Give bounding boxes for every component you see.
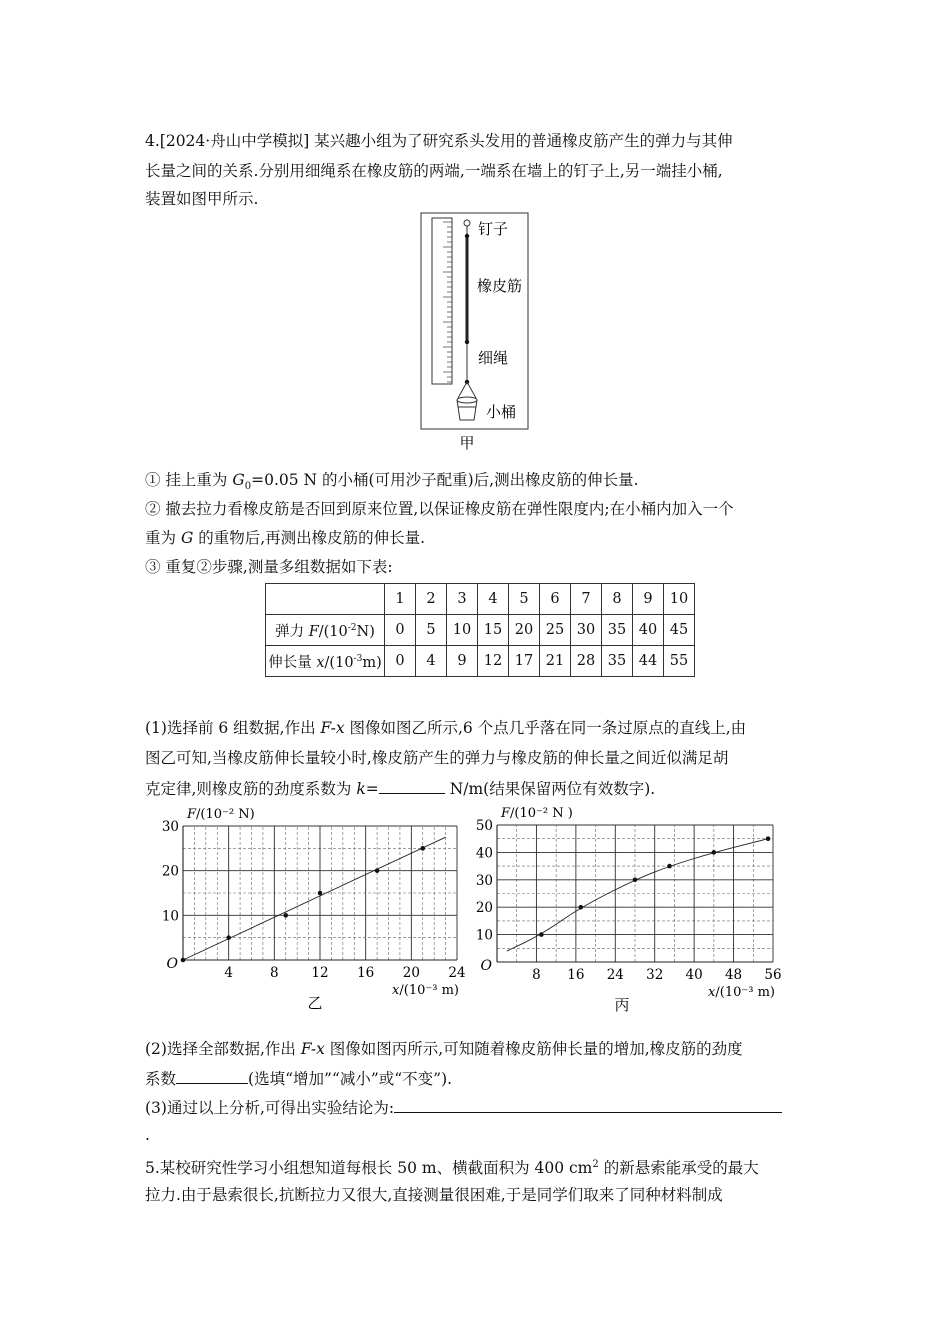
table-cell: 9 bbox=[633, 584, 664, 615]
q2-line-2: 系数 (选填“增加”“减小”或“不变”). bbox=[145, 1067, 452, 1089]
chart-caption: 乙 bbox=[307, 994, 323, 1012]
data-point bbox=[226, 935, 231, 940]
nail bbox=[464, 220, 470, 226]
origin-label: O bbox=[480, 958, 492, 974]
answer-blank-k[interactable] bbox=[379, 777, 445, 794]
q1-line-3: 克定律,则橡皮筋的劲度系数为 k= N/m(结果保留两位有效数字). bbox=[145, 777, 655, 799]
chart-caption: 丙 bbox=[614, 996, 630, 1014]
y-tick-label: 50 bbox=[475, 818, 493, 834]
table-cell: 4 bbox=[416, 646, 447, 677]
data-point bbox=[539, 932, 544, 937]
table-cell: 2 bbox=[416, 584, 447, 615]
x-tick-label: 4 bbox=[224, 965, 233, 981]
figure-jia bbox=[420, 210, 532, 455]
x-tick-label: 8 bbox=[532, 967, 541, 983]
p4-intro-line-2: 长量之间的关系.分别用细绳系在橡皮筋的两端,一端系在墙上的钉子上,另一端挂小桶, bbox=[145, 162, 723, 180]
q2-line-1: (2)选择全部数据,作出 F-x 图像如图丙所示,可知随着橡皮筋伸长量的增加,橡皮筋的劲度 bbox=[145, 1040, 743, 1058]
x-tick-label: 8 bbox=[270, 965, 279, 981]
y-axis-label: F/(10⁻² N) bbox=[187, 807, 255, 822]
x-tick-label: 56 bbox=[764, 967, 782, 983]
table-cell: 12 bbox=[478, 646, 509, 677]
table-cell: 5 bbox=[509, 584, 540, 615]
y-tick-label: 30 bbox=[475, 872, 493, 889]
data-point bbox=[283, 913, 288, 918]
table-cell: 55 bbox=[664, 646, 695, 677]
data-point bbox=[318, 891, 323, 896]
answer-blank-conclusion[interactable] bbox=[394, 1096, 782, 1113]
row-label-extension: 伸长量 $x/(10^{-3}m)$ bbox=[266, 646, 385, 677]
step-2-line-1: ② 撤去拉力看橡皮筋是否回到原来位置,以保证橡皮筋在弹性限度内;在小桶内加入一个 bbox=[145, 500, 734, 518]
chart-bing bbox=[462, 800, 792, 1015]
table-cell: 28 bbox=[571, 646, 602, 677]
table-cell: 9 bbox=[447, 646, 478, 677]
data-point bbox=[375, 868, 380, 873]
x-tick-label: 20 bbox=[402, 965, 420, 981]
data-point bbox=[633, 878, 638, 883]
table-cell: 4 bbox=[478, 584, 509, 615]
q1-line-1: (1)选择前 6 组数据,作出 F-x 图像如图乙所示,6 个点几乎落在同一条过原点的直线上,由 bbox=[145, 719, 747, 737]
x-tick-label: 40 bbox=[685, 967, 703, 983]
y-tick-label: 40 bbox=[475, 845, 493, 862]
table-cell: 0 bbox=[385, 646, 416, 677]
label-bucket: 小桶 bbox=[486, 403, 517, 421]
x-tick-label: 24 bbox=[448, 965, 466, 981]
table-cell: 44 bbox=[633, 646, 664, 677]
data-table bbox=[265, 583, 695, 677]
x-tick-label: 16 bbox=[567, 967, 585, 983]
y-axis-label: F/(10⁻² N ) bbox=[501, 806, 573, 821]
y-tick-label: 30 bbox=[161, 819, 179, 835]
x-axis-label: x/(10⁻³ m) bbox=[392, 983, 459, 998]
data-point bbox=[420, 846, 425, 851]
table-row bbox=[266, 584, 695, 615]
y-tick-label: 20 bbox=[161, 863, 179, 880]
q3-end: . bbox=[145, 1126, 150, 1144]
x-tick-label: 32 bbox=[646, 967, 664, 983]
table-cell: 35 bbox=[602, 615, 633, 646]
table-cell: 10 bbox=[447, 615, 478, 646]
table-cell: 8 bbox=[602, 584, 633, 615]
table-cell: 21 bbox=[540, 646, 571, 677]
table-row bbox=[266, 615, 695, 646]
data-point bbox=[766, 836, 771, 841]
p5-line-1: 5.某校研究性学习小组想知道每根长 50 m、横截面积为 400 $cm^2$ 的新悬索能承受的最大 bbox=[145, 1159, 759, 1178]
x-tick-label: 16 bbox=[357, 965, 375, 981]
table-cell: 0 bbox=[385, 615, 416, 646]
p4-intro-line-1: 4.[2024·舟山中学模拟] 某兴趣小组为了研究系头发用的普通橡皮筋产生的弹力与其伸 bbox=[145, 132, 733, 150]
row-label-force: 弹力 $F/(10^{-2}N)$ bbox=[266, 615, 385, 646]
data-point bbox=[712, 850, 717, 855]
label-rope: 细绳 bbox=[478, 349, 509, 367]
data-point bbox=[667, 864, 672, 869]
label-rubber-band: 橡皮筋 bbox=[477, 277, 523, 295]
caption-jia: 甲 bbox=[459, 434, 475, 452]
x-tick-label: 24 bbox=[606, 967, 624, 983]
data-point bbox=[578, 905, 583, 910]
figure-frame bbox=[421, 213, 528, 429]
chart-yi bbox=[150, 800, 470, 1015]
step-1: ① 挂上重为 $G_0=0.05$ N 的小桶(可用沙子配重)后,测出橡皮筋的伸长量. bbox=[145, 471, 639, 493]
table-cell: 1 bbox=[385, 584, 416, 615]
table-cell: 30 bbox=[571, 615, 602, 646]
table-cell: 25 bbox=[540, 615, 571, 646]
table-cell: 10 bbox=[664, 584, 695, 615]
ruler bbox=[432, 218, 452, 384]
origin-label: O bbox=[166, 956, 178, 972]
table-cell: 3 bbox=[447, 584, 478, 615]
p5-line-2: 拉力.由于悬索很长,抗断拉力又很大,直接测量很困难,于是同学们取来了同种材料制成 bbox=[145, 1186, 723, 1204]
label-nail: 钉子 bbox=[478, 220, 509, 238]
p4-intro-line-3: 装置如图甲所示. bbox=[145, 190, 259, 208]
x-axis-label: x/(10⁻³ m) bbox=[708, 985, 775, 1000]
q3-line: (3)通过以上分析,可得出实验结论为: bbox=[145, 1096, 782, 1118]
table-cell: 20 bbox=[509, 615, 540, 646]
fit-line bbox=[183, 837, 446, 960]
table-cell: 5 bbox=[416, 615, 447, 646]
bucket bbox=[457, 397, 477, 420]
table-cell: 6 bbox=[540, 584, 571, 615]
step-2-line-2: 重为 G 的重物后,再测出橡皮筋的伸长量. bbox=[145, 529, 426, 547]
step-3: ③ 重复②步骤,测量多组数据如下表: bbox=[145, 558, 393, 576]
x-tick-label: 12 bbox=[311, 965, 329, 981]
data-point bbox=[181, 958, 186, 963]
x-tick-label: 48 bbox=[724, 967, 743, 983]
table-cell: 7 bbox=[571, 584, 602, 615]
table-cell: 17 bbox=[509, 646, 540, 677]
answer-blank-trend[interactable] bbox=[176, 1067, 248, 1084]
table-cell: 35 bbox=[602, 646, 633, 677]
y-tick-label: 20 bbox=[475, 900, 493, 917]
y-tick-label: 10 bbox=[475, 927, 493, 944]
q1-line-2: 图乙可知,当橡皮筋伸长量较小时,橡皮筋产生的弹力与橡皮筋的伸长量之间近似满足胡 bbox=[145, 749, 729, 767]
table-cell: 40 bbox=[633, 615, 664, 646]
table-cell: 45 bbox=[664, 615, 695, 646]
table-cell: 15 bbox=[478, 615, 509, 646]
y-tick-label: 10 bbox=[161, 908, 179, 925]
table-row bbox=[266, 646, 695, 677]
